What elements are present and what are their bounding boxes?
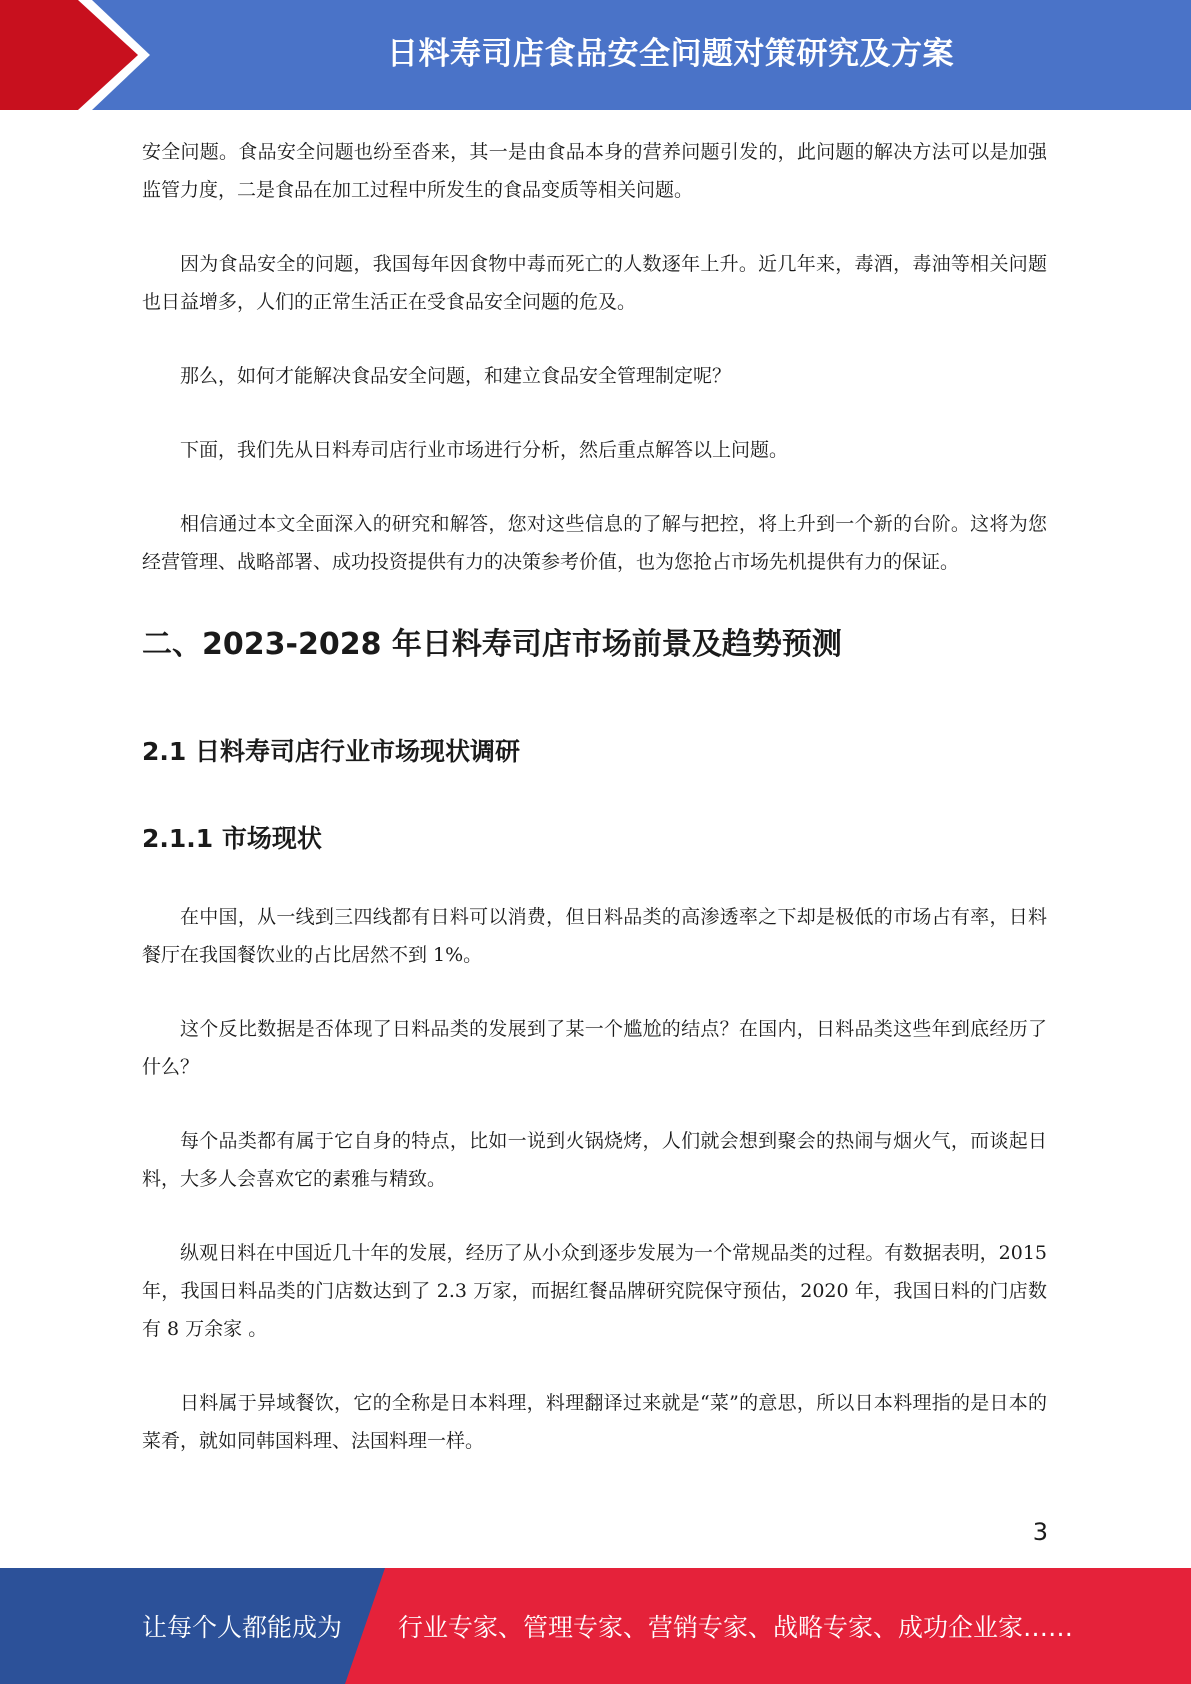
- subsection-heading: 2.1 日料寿司店行业市场现状调研: [142, 737, 520, 766]
- paragraph-4: 下面，我们先从日料寿司店行业市场进行分析，然后重点解答以上问题。: [180, 439, 789, 461]
- footer-slogan-right: 行业专家、管理专家、营销专家、战略专家、成功企业家……: [398, 1613, 1074, 1642]
- paragraph-6: 在中国，从一线到三四线都有日料可以消费，但日料品类的高渗透率之下却是极低的市场占有率，日料餐厅在我国餐饮业的占比居然不到 1%。: [142, 906, 1047, 966]
- subsubsection-heading: 2.1.1 市场现状: [142, 824, 322, 853]
- page-footer: [0, 1568, 1191, 1684]
- paragraph-7: 这个反比数据是否体现了日料品类的发展到了某一个尴尬的结点？在国内，日料品类这些年到底经历了什么？: [142, 1018, 1047, 1078]
- paragraph-8: 每个品类都有属于它自身的特点，比如一说到火锅烧烤，人们就会想到聚会的热闹与烟火气，而谈起日料，大多人会喜欢它的素雅与精致。: [142, 1130, 1047, 1190]
- paragraph-3: 那么，如何才能解决食品安全问题，和建立食品安全管理制定呢？: [180, 365, 732, 387]
- document-title: 日料寿司店食品安全问题对策研究及方案: [387, 35, 954, 72]
- footer-slogan-left: 让每个人都能成为: [142, 1613, 343, 1642]
- document-body: [142, 133, 1047, 1496]
- header-chevron-icon: [0, 0, 140, 110]
- section-heading: 二、2023-2028 年日料寿司店市场前景及趋势预测: [142, 627, 842, 662]
- paragraph-9: 纵观日料在中国近几十年的发展，经历了从小众到逐步发展为一个常规品类的过程。有数据表明，2015 年，我国日料品类的门店数达到了 2.3 万家，而据红餐品牌研究院保守预估，2020 年，我国日料的门店数有 8 万余家 。: [142, 1242, 1047, 1340]
- paragraph-1: 安全问题。食品安全问题也纷至沓来，其一是由食品本身的营养问题引发的，此问题的解决方法可以是加强监管力度，二是食品在加工过程中所发生的食品变质等相关问题。: [142, 141, 1047, 201]
- page-number: 3: [1032, 1518, 1048, 1546]
- paragraph-2: 因为食品安全的问题，我国每年因食物中毒而死亡的人数逐年上升。近几年来，毒酒，毒油等相关问题也日益增多，人们的正常生活正在受食品安全问题的危及。: [142, 253, 1047, 313]
- page-header: [0, 0, 1191, 110]
- paragraph-10: 日料属于异域餐饮，它的全称是日本料理，料理翻译过来就是“菜”的意思，所以日本料理指的是日本的菜肴，就如同韩国料理、法国料理一样。: [142, 1392, 1047, 1452]
- paragraph-5: 相信通过本文全面深入的研究和解答，您对这些信息的了解与把控，将上升到一个新的台阶。这将为您经营管理、战略部署、成功投资提供有力的决策参考价值，也为您抢占市场先机提供有力的保证。: [142, 513, 1047, 573]
